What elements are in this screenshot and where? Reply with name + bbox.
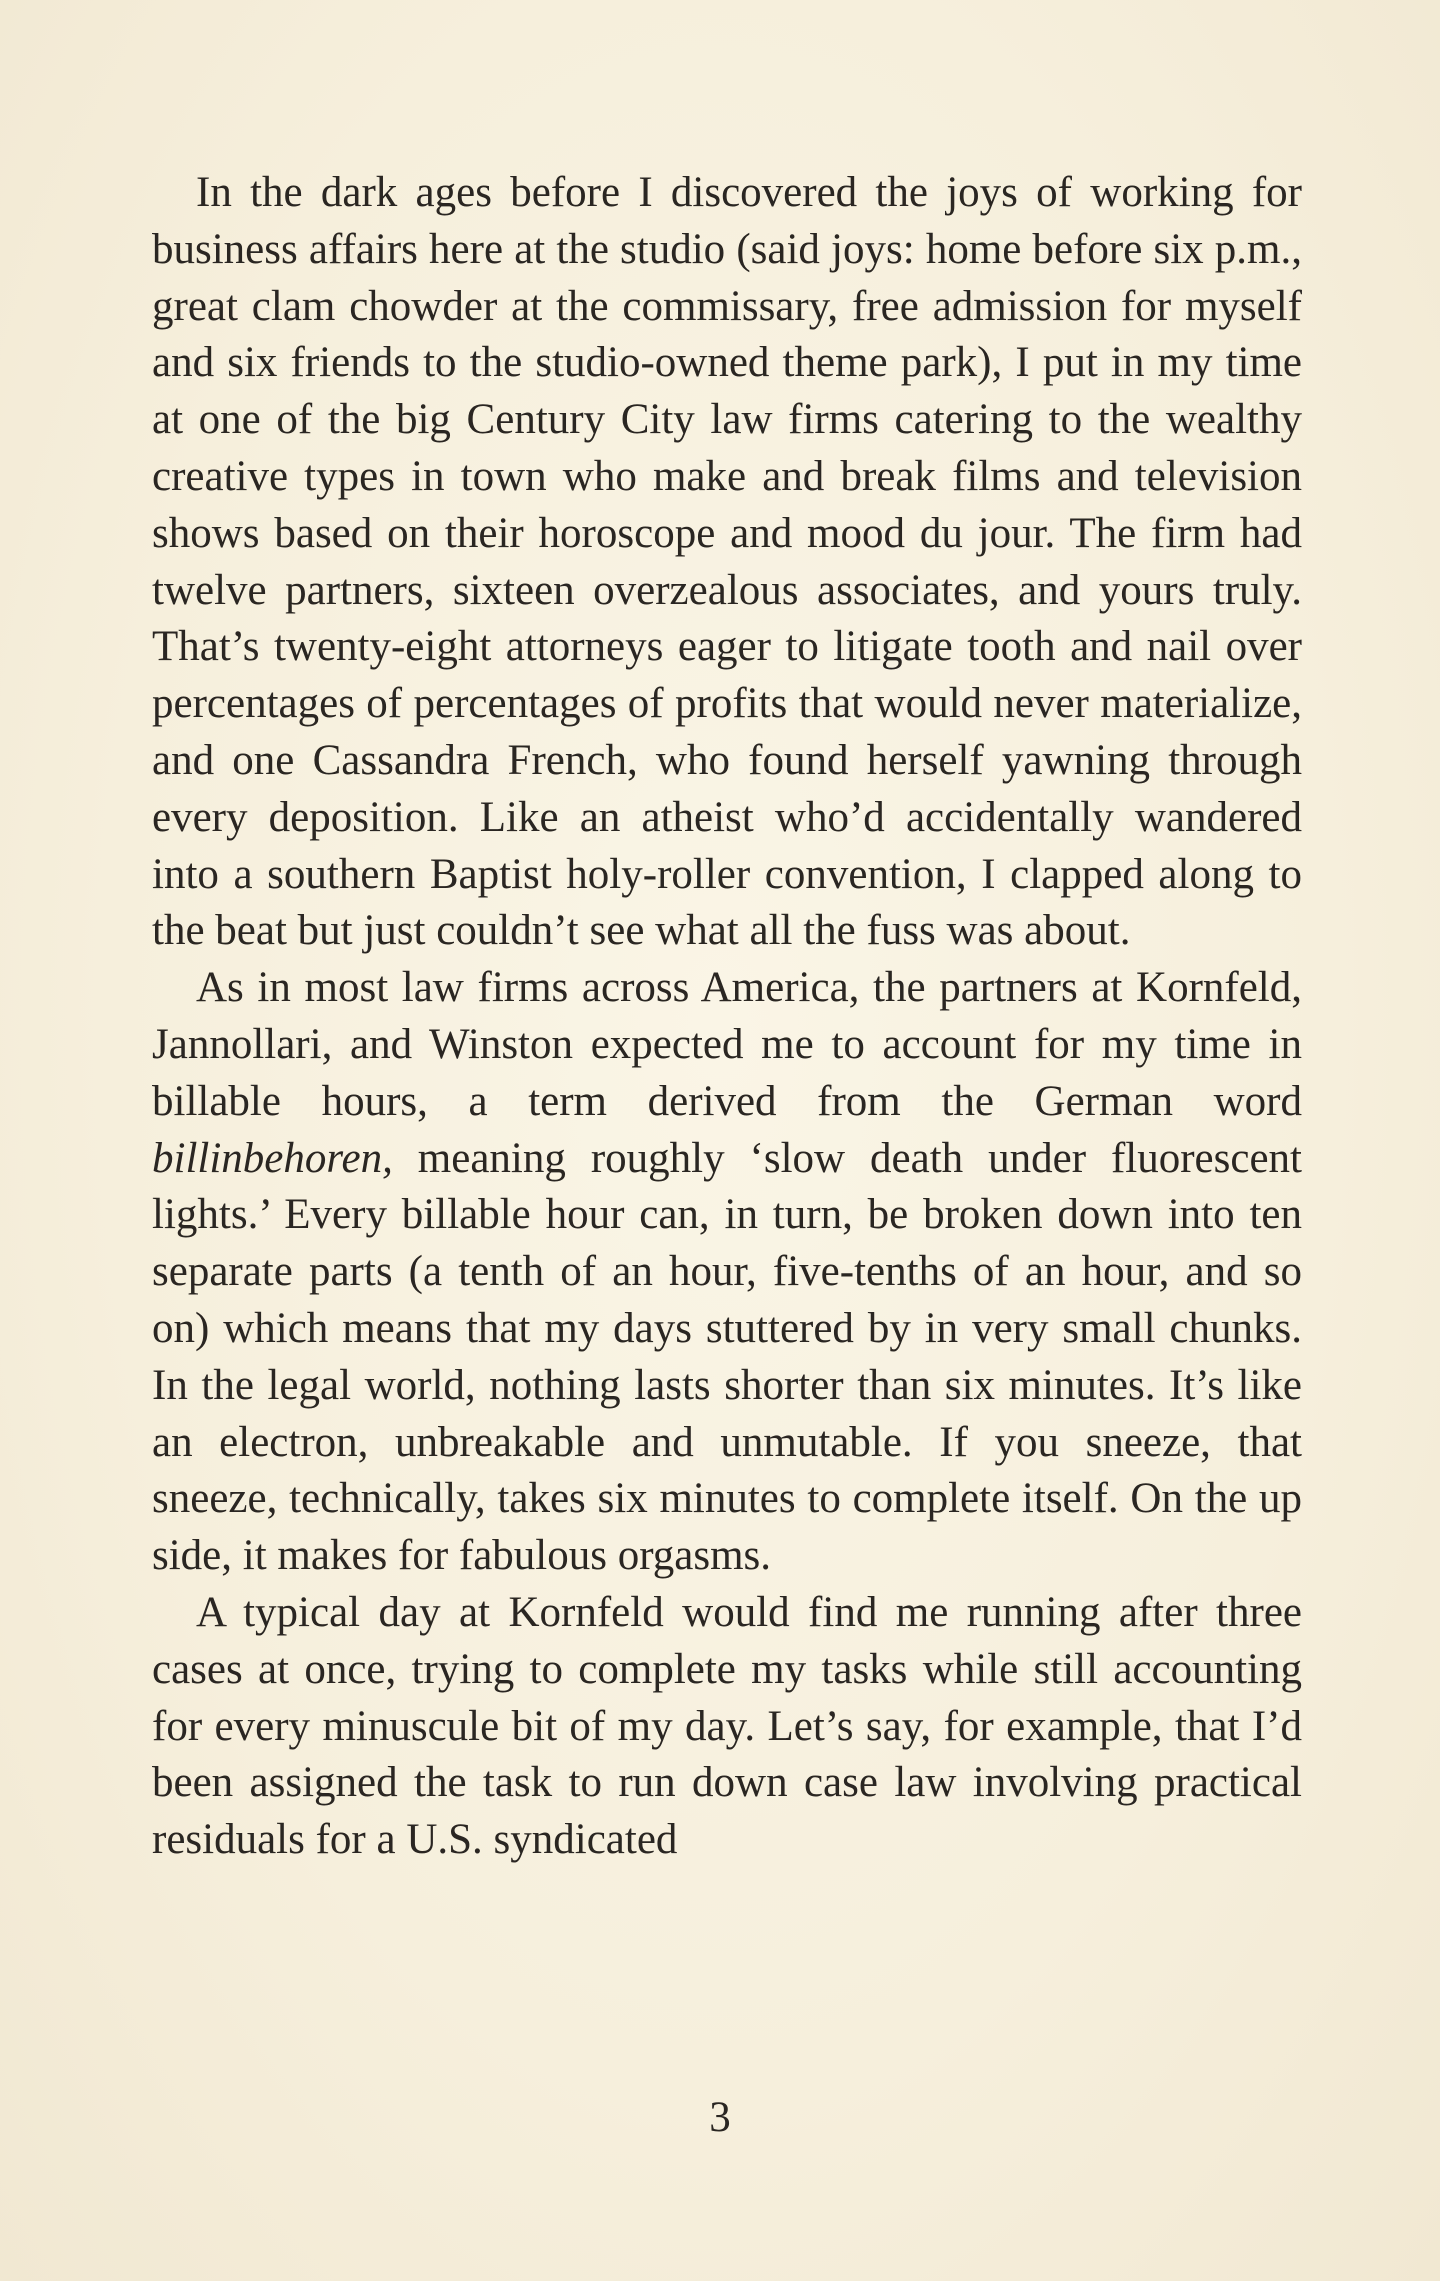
paragraph-3: A typical day at Kornfeld would find me running after three cases at once, trying to complete my tasks while still accounting for every minuscule bit of my day. Let’s say, for example, that I’d been assigned the task to run down case law involving practical residuals for a U.S. syndicated <box>152 1588 1302 1864</box>
paragraph-1: In the dark ages before I discovered the joys of working for business affairs here at the studio (said joys: home before six p.m., great clam chowder at the commissary, free admission for myself and six friends to the studio-owned theme park), I put in my time at one of the big Century City law firms catering to the wealthy creative types in town who make and break films and television shows based on their horoscope and mood du jour. The firm had twelve partners, sixteen overzealous associates, and yours truly. That’s twenty-eight attorneys eager to litigate tooth and nail over percentages of percentages of profits that would never materialize, and one Cassandra French, who found herself yawning through every deposition. Like an atheist who’d accidentally wandered into a southern Baptist holy-roller convention, I clapped along to the beat but just couldn’t see what all the fuss was about. <box>152 169 1302 955</box>
page-number: 3 <box>709 2094 731 2141</box>
body-text <box>152 165 1302 1869</box>
paragraph-2-text-end: meaning roughly ‘slow death under fluorescent lights.’ Every billable hour can, in turn, be broken down into ten separate parts (a tenth of an hour, five-tenths of an hour, and so on) which means that my days stuttered by in very small chunks. In the legal world, nothing lasts shorter than six minutes. It’s like an electron, unbreakable and unmutable. If you sneeze, that sneeze, technically, takes six minutes to complete itself. On the up side, it makes for fabulous orgasms. <box>152 1134 1302 1580</box>
paragraph-2-text-start: As in most law firms across America, the partners at Kornfeld, Jannollari, and Winston expected me to account for my time in billable hours, a term derived from the German word <box>152 964 1302 1125</box>
italic-term: billinbehoren, <box>152 1134 393 1182</box>
paragraph-2 <box>152 960 1302 1585</box>
